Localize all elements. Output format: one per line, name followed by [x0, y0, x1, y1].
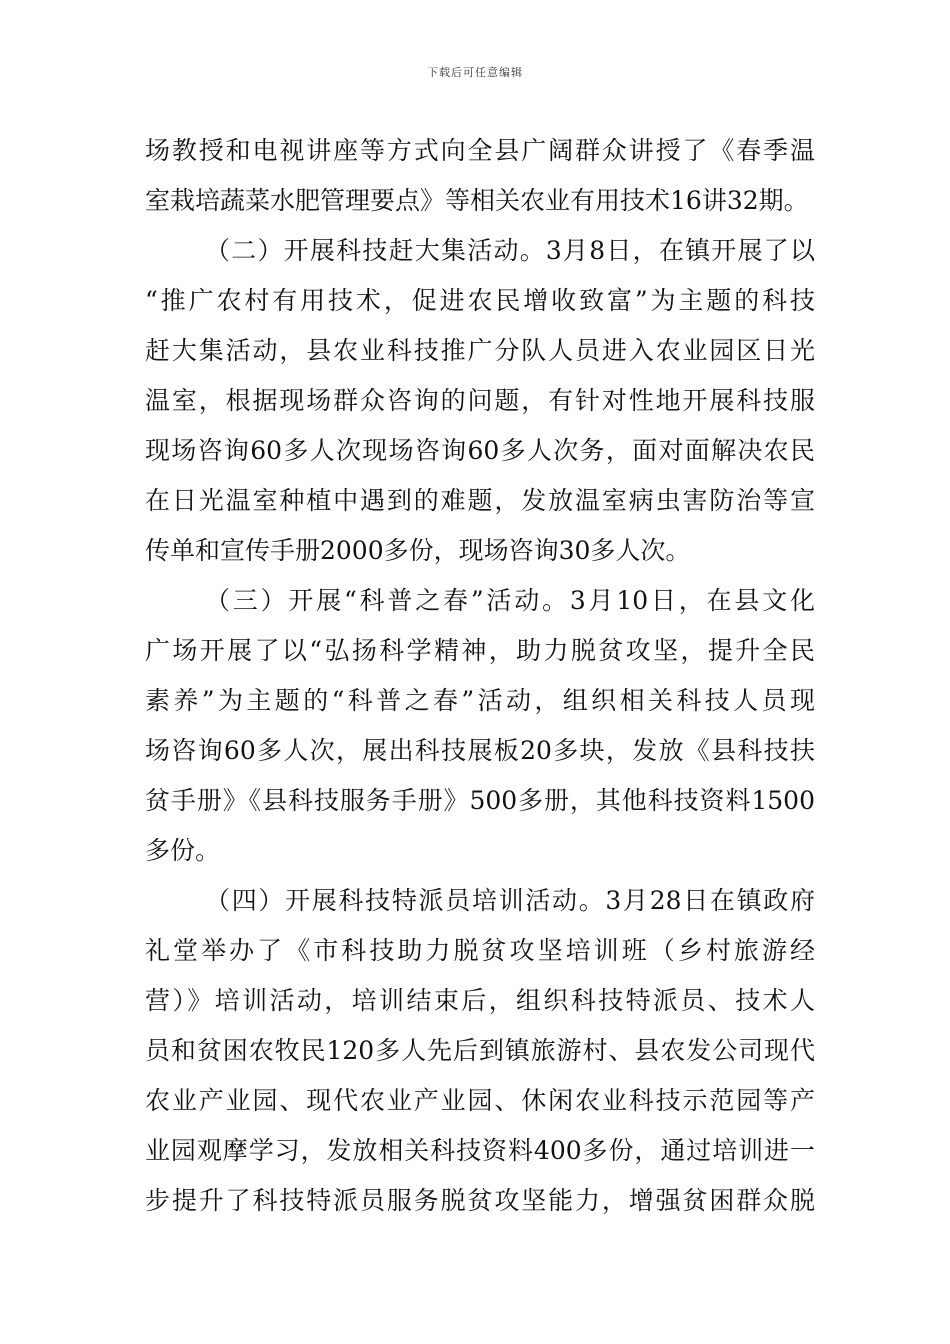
- text-line: 现场咨询60多人次现场咨询60多人次务，面对面解决农民: [145, 436, 815, 465]
- text-line: 温室，根据现场群众咨询的问题，有针对性地开展科技服: [145, 386, 815, 415]
- text-line: 广场开展了以“弘扬科学精神，助力脱贫攻坚，提升全民: [145, 636, 815, 665]
- text-line: 步提升了科技特派员服务脱贫攻坚能力，增强贫困群众脱: [145, 1186, 815, 1215]
- text-line: 在日光温室种植中遇到的难题，发放温室病虫害防治等宣: [145, 486, 815, 515]
- text-line: “推广农村有用技术，促进农民增收致富”为主题的科技: [145, 286, 815, 315]
- text-line: 室栽培蔬菜水肥管理要点》等相关农业有用技术16讲32期。: [145, 186, 809, 215]
- text-line: （三）开展“科普之春”活动。3月10日，在县文化: [205, 586, 815, 615]
- text-line: 礼堂举办了《市科技助力脱贫攻坚培训班（乡村旅游经: [145, 936, 815, 965]
- text-line: 多份。: [145, 836, 221, 865]
- text-line: 场咨询60多人次，展出科技展板20多块，发放《县科技扶: [145, 736, 815, 765]
- text-line: （四）开展科技特派员培训活动。3月28日在镇政府: [205, 886, 815, 915]
- text-line: 员和贫困农牧民120多人先后到镇旅游村、县农发公司现代: [145, 1036, 815, 1065]
- header-note: 下载后可任意编辑: [427, 66, 523, 79]
- text-line: 场教授和电视讲座等方式向全县广阔群众讲授了《春季温: [145, 136, 815, 165]
- text-line: 素养”为主题的“科普之春”活动，组织相关科技人员现: [145, 686, 815, 715]
- text-line: 农业产业园、现代农业产业园、休闲农业科技示范园等产: [145, 1086, 815, 1115]
- text-line: 传单和宣传手册2000多份，现场咨询30多人次。: [145, 536, 691, 565]
- text-line: 贫手册》《县科技服务手册》500多册，其他科技资料1500: [145, 786, 815, 815]
- text-line: 营）》培训活动，培训结束后，组织科技特派员、技术人: [145, 986, 815, 1015]
- text-line: 赶大集活动，县农业科技推广分队人员进入农业园区日光: [145, 336, 815, 365]
- document-body: [145, 126, 815, 1226]
- text-line: 业园观摩学习，发放相关科技资料400多份，通过培训进一: [145, 1136, 815, 1165]
- text-line: （二）开展科技赶大集活动。3月8日，在镇开展了以: [205, 236, 815, 265]
